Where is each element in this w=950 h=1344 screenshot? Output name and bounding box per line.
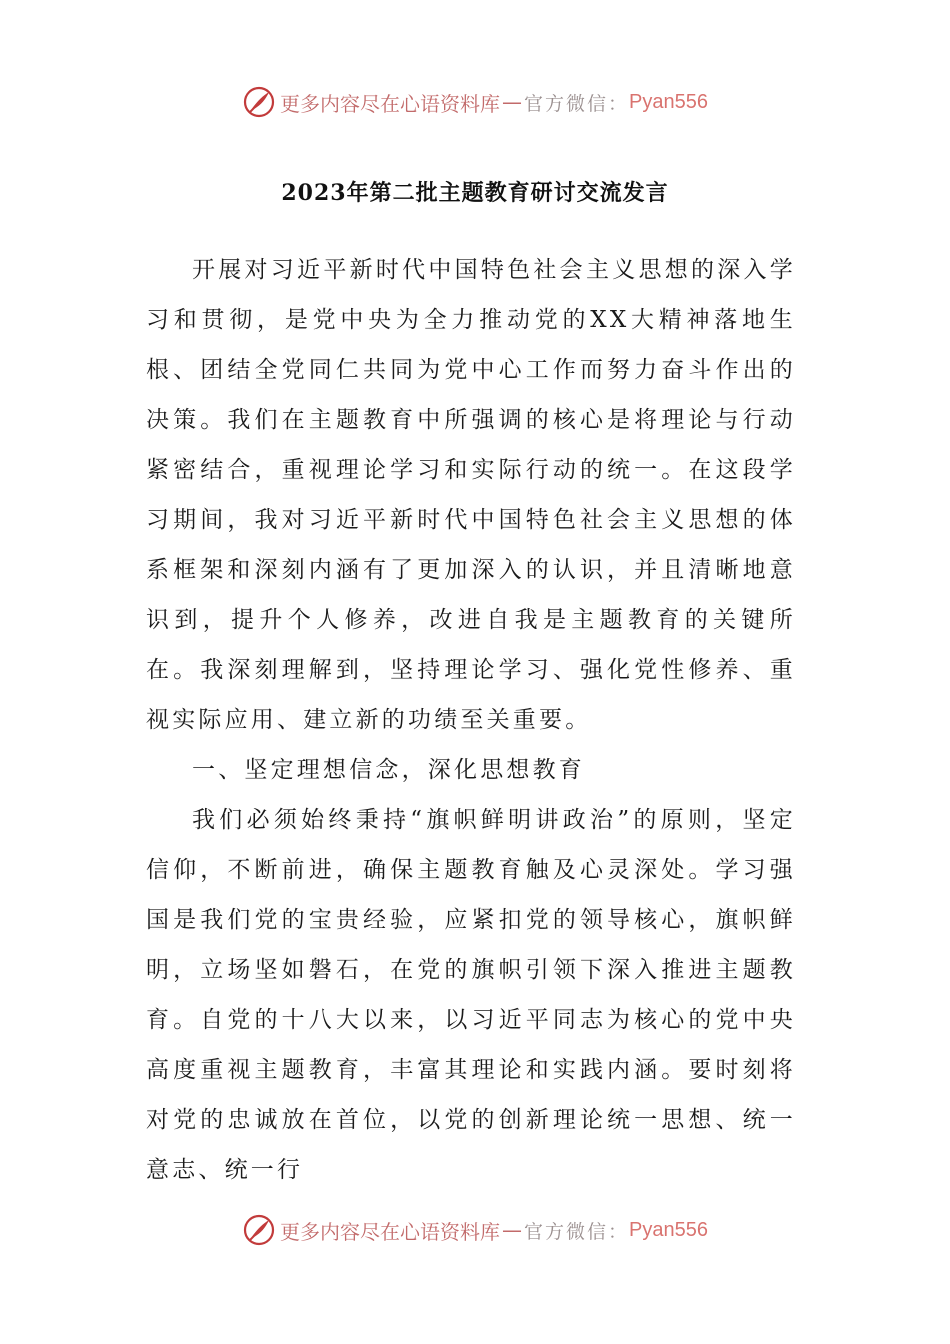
banner-wechat-id: Pyan556 (629, 1218, 708, 1241)
feather-pen-icon (242, 1213, 276, 1247)
document-title: 2023年第二批主题教育研讨交流发言 (281, 180, 669, 206)
banner-wechat-id: Pyan556 (629, 90, 708, 113)
banner-text: 更多内容尽在心语资料库 (280, 1219, 500, 1244)
section-heading: 一、坚定理想信念，深化思想教育 (192, 757, 585, 783)
banner-wechat-label: 官方微信： (524, 92, 630, 115)
banner-text: 更多内容尽在心语资料库 (280, 91, 500, 116)
banner-dash: — (502, 1218, 522, 1242)
document-body (146, 245, 796, 1195)
body-paragraph: 开展对习近平新时代中国特色社会主义思想的深入学习和贯彻，是党中央为全力推动党的XX大精神落地生根、团结全党同仁共同为党中心工作而努力奋斗作出的决策。我们在主题教育中所强调的核心是将理论与行动紧密结合，重视理论学习和实际行动的统一。在这段学习期间，我对习近平新时代中国特色社会主义思想的体系框架和深刻内涵有了更加深入的认识，并且清晰地意识到，提升个人修养，改进自我是主题教育的关键所在。我深刻理解到，坚持理论学习、强化党性修养、重视实际应用、建立新的功绩至关重要。 (146, 257, 796, 733)
feather-pen-icon (242, 85, 276, 119)
banner-wechat-label: 官方微信： (524, 1220, 630, 1243)
footer-banner (0, 1208, 950, 1252)
banner-dash: — (502, 90, 522, 114)
header-banner (0, 80, 950, 124)
section-paragraph: 我们必须始终秉持“旗帜鲜明讲政治”的原则，坚定信仰，不断前进，确保主题教育触及心灵深处。学习强国是我们党的宝贵经验，应紧扣党的领导核心，旗帜鲜明，立场坚如磐石，在党的旗帜引领下深入推进主题教育。自党的十八大以来，以习近平同志为核心的党中央高度重视主题教育，丰富其理论和实践内涵。要时刻将对党的忠诚放在首位，以党的创新理论统一思想、统一意志、统一行 (146, 807, 796, 1183)
